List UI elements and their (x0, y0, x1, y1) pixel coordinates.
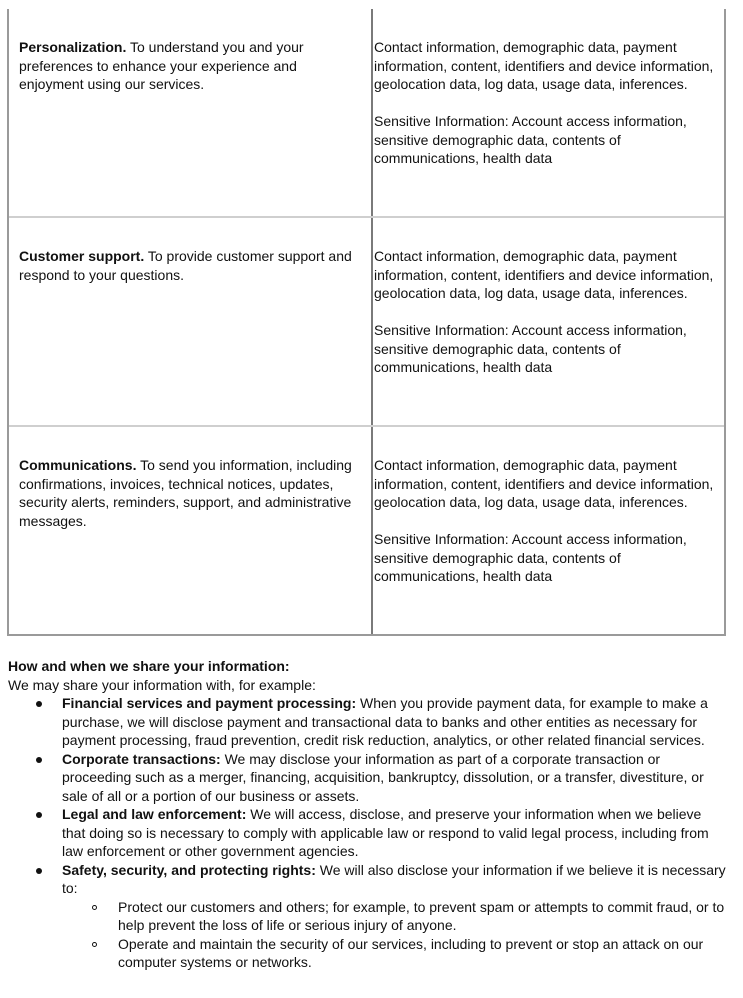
data-types-text: Contact information, demographic data, payment information, content, identifiers and device information, geolocation data, log data, usage data, inferences. (374, 457, 714, 510)
list-item-text: We will access, disclose, and preserve your information when we believe that doing so is necessary to comply with applicable law or respond to valid legal process, including from law enforcement or other government agencies. (62, 806, 709, 859)
hollow-bullet-icon (92, 942, 97, 947)
sub-list-item-text: Protect our customers and others; for example, to prevent spam or attempts to commit fraud, or to help prevent the loss of life or serious injury of anyone. (118, 898, 725, 933)
bullet-icon (36, 701, 42, 707)
data-types-cell (373, 9, 724, 216)
data-types-text: Contact information, demographic data, payment information, content, identifiers and device information, geolocation data, log data, usage data, inferences. (374, 39, 714, 92)
list-item (8, 805, 728, 861)
purpose-title: Personalization. (19, 39, 127, 55)
table-row-communications (9, 427, 724, 636)
data-types-text: Contact information, demographic data, payment information, content, identifiers and device information, geolocation data, log data, usage data, inferences. (374, 248, 714, 301)
sub-list-item (62, 898, 728, 935)
data-use-table (7, 9, 726, 636)
sensitive-info-text: Sensitive Information: Account access information, sensitive demographic data, contents of communications, health data (374, 113, 687, 166)
bullet-icon (36, 868, 42, 874)
sensitive-info-text: Sensitive Information: Account access information, sensitive demographic data, contents of communications, health data (374, 531, 687, 584)
bullet-icon (36, 757, 42, 763)
list-item-title: Safety, security, and protecting rights: (62, 861, 316, 878)
sub-list-item-text: Operate and maintain the security of our services, including to prevent or stop an attack on our computer systems or networks. (118, 935, 704, 970)
purpose-text: To understand you and your preferences to enhance your experience and enjoyment using our services. (19, 39, 304, 92)
list-item-text: We may disclose your information as part of a corporate transaction or proceeding such as a merger, financing, acquisition, bankruptcy, dissolution, or a transfer, divestiture, or sale of all or a portion of our business or assets. (62, 750, 704, 804)
bullet-icon (36, 812, 42, 818)
section-intro: We may share your information with, for example: (8, 676, 316, 693)
list-item-title: Financial services and payment processing: (62, 695, 357, 711)
purpose-cell (9, 427, 373, 634)
list-item-title: Legal and law enforcement: (62, 806, 247, 822)
sensitive-info-text: Sensitive Information: Account access information, sensitive demographic data, contents of communications, health data (374, 322, 687, 375)
sub-list-item (62, 935, 728, 972)
purpose-title: Communications. (19, 457, 137, 473)
sub-list (62, 898, 728, 972)
list-item (8, 861, 728, 972)
list-item-text: When you provide payment data, for example to make a purchase, we will disclose payment and transactional data to banks and other entities as necessary for payment processing, fraud prevention, credit risk reduction, analytics, or other related financial services. (62, 695, 708, 748)
hollow-bullet-icon (92, 905, 97, 910)
list-item (8, 694, 728, 750)
list-item (8, 750, 728, 806)
table-row-personalization (9, 9, 724, 218)
data-types-cell (373, 427, 724, 634)
list-item-title: Corporate transactions: (62, 750, 221, 767)
sharing-list (8, 694, 728, 972)
purpose-text: To send you information, including confirmations, invoices, technical notices, updates, security alerts, reminders, support, and administrative messages. (19, 457, 352, 529)
purpose-text: To provide customer support and respond to your questions. (19, 248, 352, 283)
purpose-title: Customer support. (19, 248, 145, 264)
purpose-cell (9, 218, 373, 425)
table-row-customer-support (9, 218, 724, 427)
list-item-text: We will also disclose your information if we believe it is necessary to: (62, 861, 726, 896)
sharing-section (8, 657, 728, 972)
purpose-cell (9, 9, 373, 216)
data-types-cell (373, 218, 724, 425)
section-heading: How and when we share your information: (8, 658, 290, 674)
